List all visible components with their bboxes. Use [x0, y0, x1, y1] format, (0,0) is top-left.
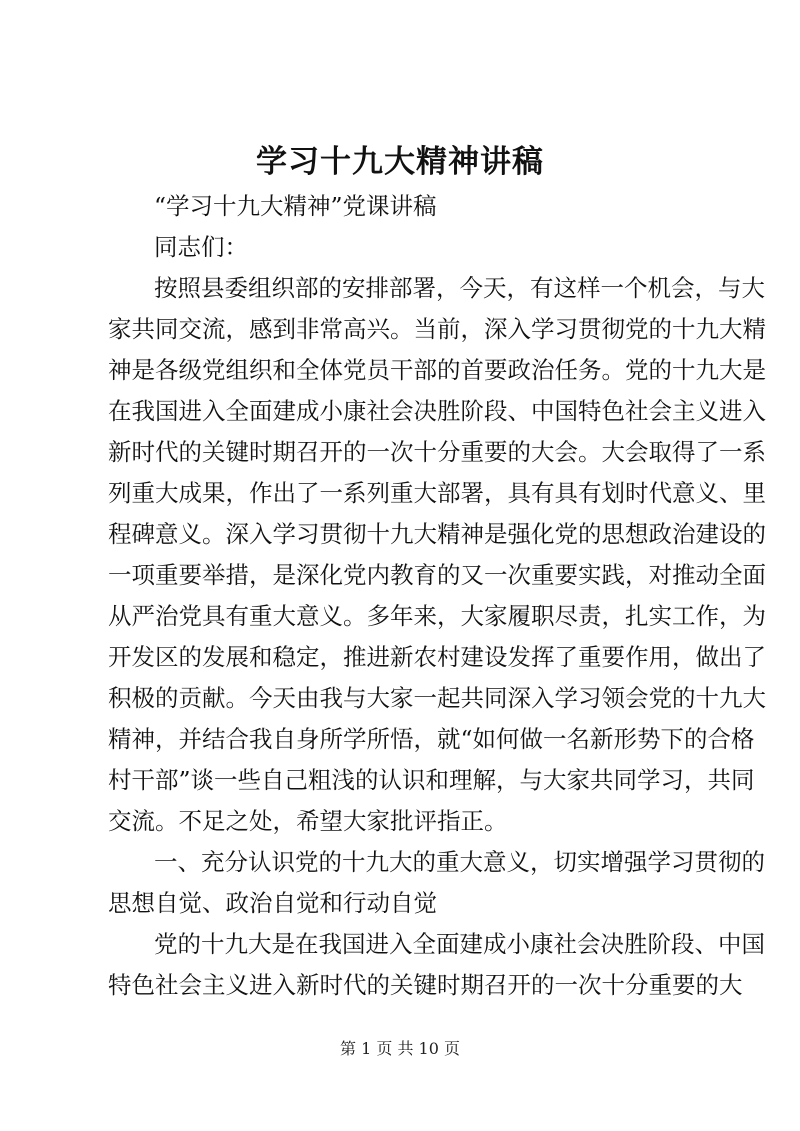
document-title: 学习十九大精神讲稿	[256, 144, 544, 180]
text-line: 程碑意义。深入学习贯彻十九大精神是强化党的思想政治建设的	[108, 520, 766, 548]
text-line: 神是各级党组织和全体党员干部的首要政治任务。党的十九大是	[108, 356, 766, 384]
heading-line: 思想自觉、政治自觉和行动自觉	[108, 889, 437, 917]
text-line: 家共同交流，感到非常高兴。当前，深入学习贯彻党的十九大精	[108, 315, 766, 343]
text-line: 交流。不足之处，希望大家批评指正。	[108, 807, 508, 835]
text-line: 精神，并结合我自身所学所悟，就“如何做一名新形势下的合格	[108, 725, 755, 753]
text-line: 新时代的关键时期召开的一次十分重要的大会。大会取得了一系	[108, 438, 766, 466]
text-line: 党的十九大是在我国进入全面建成小康社会决胜阶段、中国	[154, 930, 765, 958]
text-line: 村干部”谈一些自己粗浅的认识和理解，与大家共同学习，共同	[108, 766, 755, 794]
text-line: 一项重要举措，是深化党内教育的又一次重要实践，对推动全面	[108, 561, 766, 589]
paragraph-introduction	[108, 268, 766, 842]
text-line: 在我国进入全面建成小康社会决胜阶段、中国特色社会主义进入	[108, 397, 766, 425]
text-line: 开发区的发展和稳定，推进新农村建设发挥了重要作用，做出了	[108, 643, 766, 671]
salutation: 同志们：	[154, 233, 248, 261]
text-line: 从严治党具有重大意义。多年来，大家履职尽责，扎实工作，为	[108, 602, 766, 630]
text-line: 特色社会主义进入新时代的关键时期召开的一次十分重要的大	[108, 971, 743, 999]
document-body	[108, 186, 766, 1006]
document-subtitle: “学习十九大精神”党课讲稿	[154, 192, 437, 220]
section-heading-1	[108, 842, 765, 924]
text-line: 列重大成果，作出了一系列重大部署，具有具有划时代意义、里	[108, 479, 766, 507]
text-line: 按照县委组织部的安排部署，今天，有这样一个机会，与大	[154, 274, 765, 302]
heading-line: 一、充分认识党的十九大的重大意义，切实增强学习贯彻的	[154, 848, 765, 876]
paragraph-section-1	[108, 924, 765, 1006]
text-line: 积极的贡献。今天由我与大家一起共同深入学习领会党的十九大	[108, 684, 766, 712]
page-number-footer: 第 1 页 共 10 页	[340, 1039, 460, 1058]
